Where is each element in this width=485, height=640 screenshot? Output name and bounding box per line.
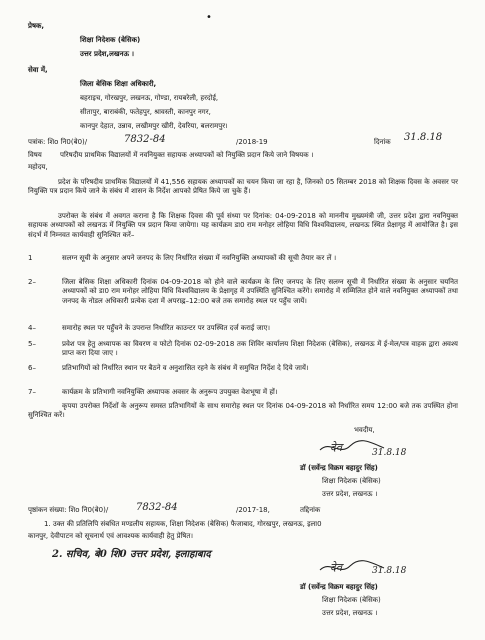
date-value: 31.8.18 bbox=[404, 132, 443, 143]
salutation: महोदय, bbox=[28, 163, 48, 171]
signature2-date: 31.8.18 bbox=[372, 566, 407, 576]
endorsement-date-label: तद्दिनांक bbox=[300, 506, 321, 514]
date-label: दिनांक bbox=[374, 138, 391, 146]
recipient-line-2: बहराइच, गोरखपुर, लखनऊ, गोण्डा, रायबरेली, हरदोई, bbox=[80, 94, 219, 102]
subject-label: विषय bbox=[28, 151, 42, 159]
list-item-4: समारोह स्थल पर पहुँचने के उपरान्त निर्धारित काउन्टर पर उपस्थित दर्ज कराई जाए। bbox=[62, 324, 271, 332]
recipients-label: सेवा में, bbox=[28, 66, 48, 74]
endorsement-number: 7832-84 bbox=[136, 502, 178, 513]
list-num-1: 1 bbox=[28, 254, 33, 262]
list-item-6: प्रतिभागियों को निर्धारित स्थान पर बैठने व अनुशासित रहने के संबंध में समुचित निर्देश दे दिये जायें। bbox=[62, 364, 309, 372]
list-item-7: कार्यक्रम के प्रतिभागी नवनियुक्ति अध्यापक अवसर के अनुरूप उपयुक्त वेशभूषा में हों। bbox=[62, 388, 278, 396]
list-item-2: जिला बेसिक शिक्षा अधिकारी दिनांक 04-09-2018 को होने वाले कार्यक्रम के लिए जनपद के लिए सलग्न सूची में निर्धारित संख्या के अनुसार चयनित अध्यापकों को डा0 राम मनोहर लोहिया विधि विश्वविद्यालय के प्रेक्षागृह में उपस्थिति सुनिश्चित करेंगे। समारोह में सम्मिलित होने वाले नवनियुक्त अध्यापकों तथा जनपद के नोडल अधिकारी प्रत्येक दशा में अपराह्न–12:00 बजे तक समारोह स्थल पर पहुँच जायें। bbox=[62, 278, 458, 305]
signatory2-place: उत्तर प्रदेश, लखनऊ । bbox=[322, 609, 378, 617]
sender-name: शिक्षा निदेशक (बेसिक) bbox=[80, 36, 141, 44]
list-num-6: 6– bbox=[28, 364, 36, 372]
signatory2-title: शिक्षा निदेशक (बेसिक) bbox=[322, 596, 381, 604]
list-item-1: सलग्न सूची के अनुसार अपने जनपद के लिए निर्धारित संख्या में नवनियुक्ति अध्यापकों की सूची तैयार कर लें । bbox=[62, 254, 337, 262]
endorsement-label: पृष्ठांकन संख्या: शिo नि0(बे0)/ bbox=[28, 506, 109, 514]
endorsement-item-1-cont: कानपुर, देवीपाटन को सूचनार्थ एवं आवश्यक कार्यवाही हेतु प्रेषित। bbox=[28, 532, 193, 540]
endorsement-item-2: 2. सचिव, बे0 शि0 उत्तर प्रदेश, इलाहाबाद bbox=[52, 549, 211, 560]
signatory-place: उत्तर प्रदेश, लखनऊ । bbox=[322, 490, 378, 498]
signatory-name: डॉ (सर्वेन्द्र विक्रम बहादुर सिंह) bbox=[300, 464, 378, 472]
signature-date: 31.8.18 bbox=[372, 448, 407, 458]
list-num-4: 4– bbox=[28, 324, 36, 332]
list-num-5: 5– bbox=[28, 340, 36, 348]
recipient-line-4: कानपुर देहात, उन्नाव, लखीमपुर खीरी, देवरिया, बलरामपुर। bbox=[80, 122, 228, 130]
endorsement-item-1: 1. उक्त की प्रतिलिपि संबधित मण्डलीय सहायक, शिक्षा निदेशक (बेसिक) फैजाबाद, गोरखपुर, लखनऊ, इला0 bbox=[44, 520, 322, 528]
list-item-5: प्रवेश पत्र हेतु अध्यापक का विवरण व फोटो दिनांक 02-09-2018 तक शिविर कार्यालय शिक्षा निदेशक (बेसिक), लखनऊ में ई-मेल/पत्र वाहक द्वारा अवश्य प्राप्त करा दिया जाए । bbox=[62, 340, 458, 358]
patrank-number: 7832-84 bbox=[124, 134, 166, 145]
paragraph-2: उपरोक्त के संबंध में अवगत कराना है कि शिक्षक दिवस की पूर्व संध्या पर दिनांक: 04-09-2018 को माननीय मुख्यमंत्री जी, उत्तर प्रदेश द्वारा नवनियुक्त सहायक अध्यापकों को लखनऊ में नियुक्ति पत्र प्रदान किया जायेगा। यह कार्यक्रम डा0 राम मनोहर लोहिया विधि विश्वविद्यालय, लखनऊ स्थित प्रेक्षागृह में आयोजित है। इस संदर्भ में निम्नवत कार्यवाही सुनिश्चित करें– bbox=[28, 212, 458, 239]
signature-initials: देव bbox=[330, 441, 342, 454]
recipient-line-1: जिला बेसिक शिक्षा अधिकारी, bbox=[80, 80, 157, 88]
recipient-line-3: सीतापुर, बाराबंकी, फतेहपुर, श्रावस्ती, कानपुर नगर, bbox=[80, 108, 211, 116]
patrank-label: पत्रांक: शिo नि0(बे0)/ bbox=[28, 138, 88, 146]
signature2-initials: देव bbox=[330, 561, 342, 574]
from-label: प्रेषक, bbox=[28, 22, 45, 30]
closing-paragraph: कृपया उपरोक्त निर्देशों के अनुरूप समस्त प्रतिभागियों के साथ समारोह स्थल पर दिनांक 04-09-2018 को निर्धारित समय 12:00 बजे तक उपस्थित होना सुनिश्चित करें। bbox=[28, 402, 458, 420]
signatory-title: शिक्षा निदेशक (बेसिक) bbox=[322, 477, 381, 485]
sender-place: उत्तर प्रदेश,लखनऊ । bbox=[80, 50, 135, 58]
list-num-2: 2– bbox=[28, 278, 36, 286]
subject-text: परिषदीय प्राथमिक विद्यालयों में नवनियुक्त सहायक अध्यापकों को नियुक्ति प्रदान किये जाने विषयक । bbox=[60, 151, 314, 159]
dot-mark: • bbox=[206, 12, 212, 23]
endorsement-year: /2017-18, bbox=[236, 506, 270, 514]
closing-bhavdiya: भवदीय, bbox=[354, 426, 375, 434]
ref-year: /2018-19 bbox=[236, 138, 268, 146]
list-num-7: 7– bbox=[28, 388, 36, 396]
paragraph-1: प्रदेश के परिषदीय प्राथमिक विद्यालयों में 41,556 सहायक अध्यापकों का चयन किया जा रहा है, जिनको 05 सितम्बर 2018 को शिक्षक दिवस के अवसर पर नियुक्ति पत्र प्रदान किये जाने के संबंध में शासन के निर्देश आपको प्रेषित किये जा चुके हैं। bbox=[28, 178, 458, 196]
signatory2-name: डॉ (सर्वेन्द्र विक्रम बहादुर सिंह) bbox=[300, 583, 378, 591]
